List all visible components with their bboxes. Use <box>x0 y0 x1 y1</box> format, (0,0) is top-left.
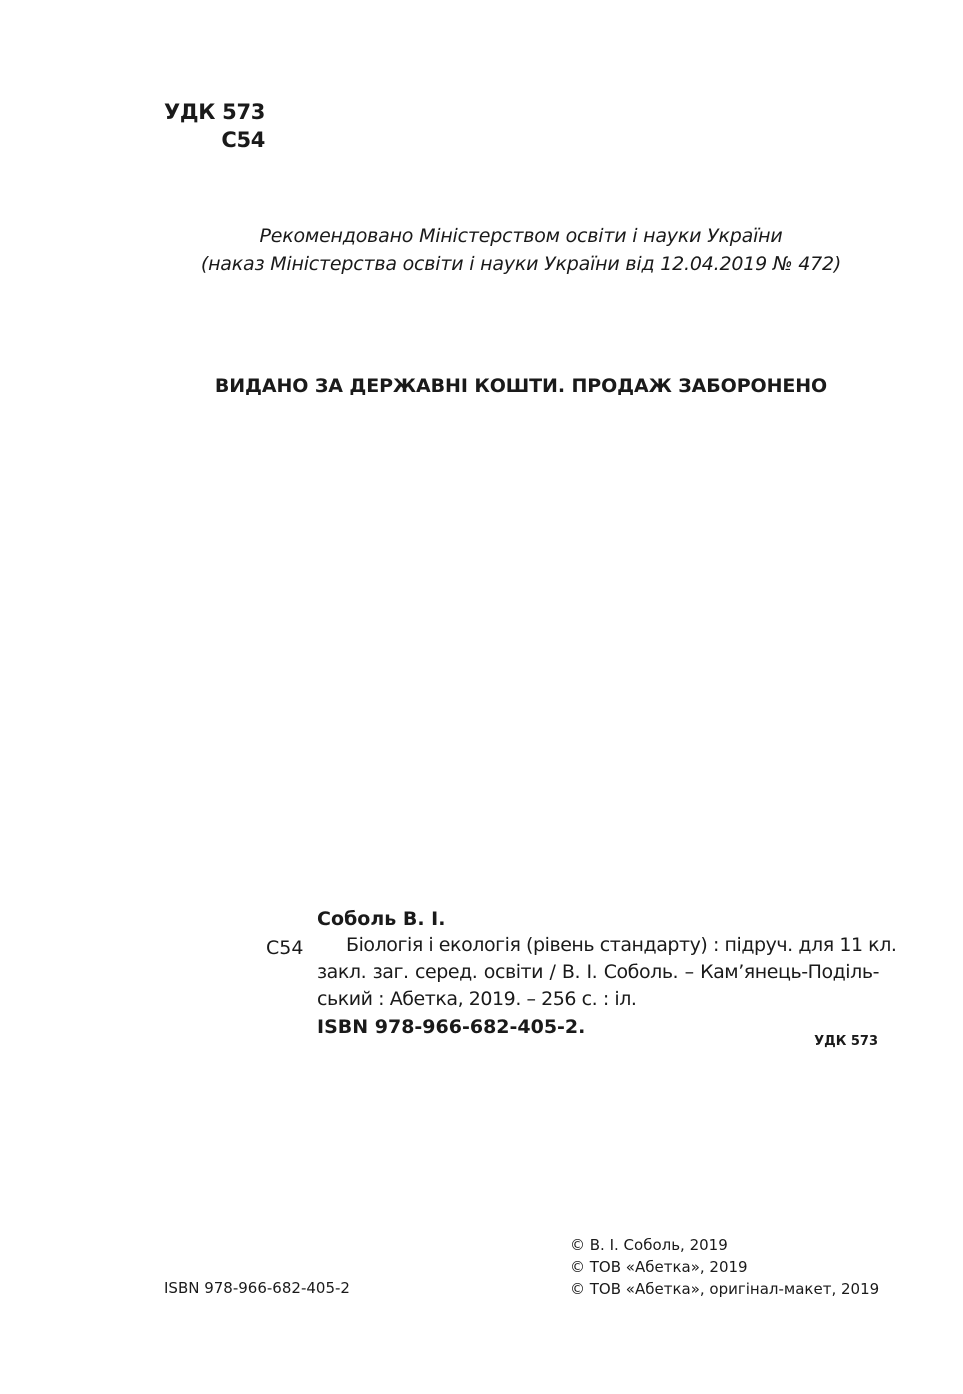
card-description-line-2: закл. заг. серед. освіти / В. І. Соболь. – Кам’янець-Поділь- <box>317 961 879 983</box>
card-description-line-3: ський : Абетка, 2019. – 256 с. : іл. <box>317 988 637 1010</box>
copyright-layout: © ТОВ «Абетка», оригінал-макет, 2019 <box>570 1280 880 1298</box>
udk-label: УДК 573 <box>164 100 266 124</box>
catalog-code: С54 <box>221 128 266 152</box>
udk-header <box>164 98 265 154</box>
card-description <box>317 932 897 1013</box>
not-for-sale-notice: ВИДАНО ЗА ДЕРЖАВНІ КОШТИ. ПРОДАЖ ЗАБОРОНЕНО <box>214 375 828 397</box>
card-udk: УДК 573 <box>814 1034 878 1049</box>
card-description-line-1: Біологія і екологія (рівень стандарту) : підруч. для 11 кл. <box>346 934 897 956</box>
footer-isbn: ISBN 978-966-682-405-2 <box>164 1279 350 1297</box>
recommendation-line-1: Рекомендовано Міністерством освіти і науки України <box>259 225 783 247</box>
card-isbn: ISBN 978-966-682-405-2. <box>317 1016 586 1038</box>
card-author: Соболь В. І. <box>317 908 446 930</box>
ministry-recommendation <box>0 222 963 278</box>
card-catalog-code: С54 <box>266 937 304 959</box>
copyright-publisher: © ТОВ «Абетка», 2019 <box>570 1258 748 1276</box>
copyright-author: © В. І. Соболь, 2019 <box>570 1236 728 1254</box>
copyright-block <box>570 1234 879 1300</box>
recommendation-line-2: (наказ Міністерства освіти і науки України від 12.04.2019 № 472) <box>200 253 842 275</box>
